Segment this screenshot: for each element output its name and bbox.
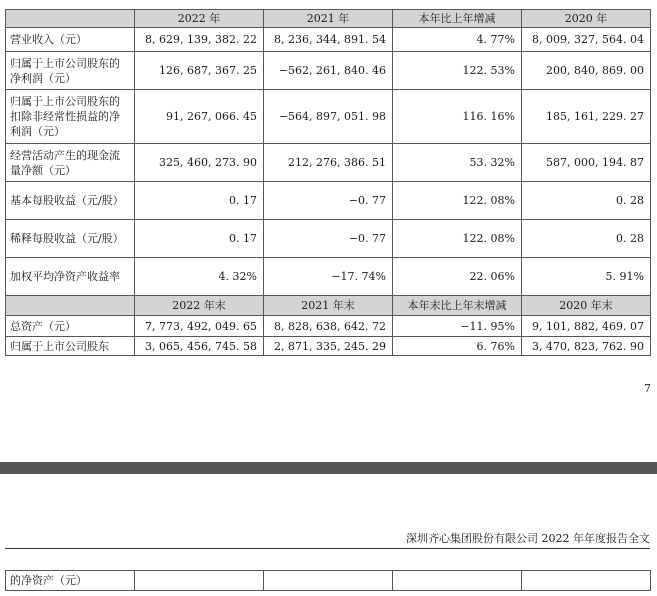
table-row — [6, 220, 651, 258]
row-label: 归属于上市公司股东的净利润（元） — [6, 52, 135, 90]
table-row — [6, 182, 651, 220]
continuation-table — [5, 570, 651, 591]
table-cell: 587, 000, 194. 87 — [522, 144, 651, 182]
table-cell: −11. 95% — [393, 316, 522, 337]
header-rule — [5, 548, 650, 549]
table-cell: 8, 629, 139, 382. 22 — [135, 28, 264, 52]
running-header: 深圳齐心集团股份有限公司 2022 年年度报告全文 — [406, 532, 650, 545]
table-cell: 8, 009, 327, 564. 04 — [522, 28, 651, 52]
table-cell: 5. 91% — [522, 258, 651, 296]
table-cell: 212, 276, 386. 51 — [264, 144, 393, 182]
table-cell: 0. 28 — [522, 182, 651, 220]
row-label: 加权平均净资产收益率 — [6, 258, 135, 296]
column-header: 2022 年 — [135, 10, 264, 28]
table-cell — [264, 571, 393, 591]
table-cell — [135, 571, 264, 591]
row-label: 经营活动产生的现金流量净额（元） — [6, 144, 135, 182]
table-cell: 0. 28 — [522, 220, 651, 258]
table-cell: 2, 871, 335, 245. 29 — [264, 337, 393, 356]
row-label: 稀释每股收益（元/股） — [6, 220, 135, 258]
column-header: 2020 年末 — [522, 296, 651, 316]
table-cell: 4. 77% — [393, 28, 522, 52]
table-cell: 53. 32% — [393, 144, 522, 182]
table-cell: −17. 74% — [264, 258, 393, 296]
table-cell: 3, 470, 823, 762. 90 — [522, 337, 651, 356]
column-header: 2022 年末 — [135, 296, 264, 316]
table-cell: −0. 77 — [264, 220, 393, 258]
table-row — [6, 52, 651, 90]
table-cell: 200, 840, 869. 00 — [522, 52, 651, 90]
row-label: 基本每股收益（元/股） — [6, 182, 135, 220]
table-header-row — [6, 10, 651, 28]
page-break-bar — [0, 462, 657, 474]
column-header: 2020 年 — [522, 10, 651, 28]
table-cell: 0. 17 — [135, 220, 264, 258]
table-row — [6, 90, 651, 144]
table-cell: 9, 101, 882, 469. 07 — [522, 316, 651, 337]
table-cell: 325, 460, 273. 90 — [135, 144, 264, 182]
table-cell — [522, 571, 651, 591]
page-number: 7 — [644, 382, 651, 395]
row-label: 归属于上市公司股东的扣除非经常性损益的净利润（元） — [6, 90, 135, 144]
row-label: 的净资产（元） — [6, 571, 135, 591]
table-cell: 122. 08% — [393, 182, 522, 220]
table-cell: −562, 261, 840. 46 — [264, 52, 393, 90]
table-cell: 185, 161, 229. 27 — [522, 90, 651, 144]
column-header: 本年比上年增减 — [393, 10, 522, 28]
table-cell: −0. 77 — [264, 182, 393, 220]
table-cell: 8, 828, 638, 642. 72 — [264, 316, 393, 337]
table-cell: 0. 17 — [135, 182, 264, 220]
table-cell: 7, 773, 492, 049. 65 — [135, 316, 264, 337]
table-cell: 122. 53% — [393, 52, 522, 90]
table-row — [6, 316, 651, 337]
table-row — [6, 144, 651, 182]
table-cell: 8, 236, 344, 891. 54 — [264, 28, 393, 52]
header-blank-cell — [6, 296, 135, 316]
row-label: 总资产（元） — [6, 316, 135, 337]
column-header: 本年末比上年末增减 — [393, 296, 522, 316]
row-label: 营业收入（元） — [6, 28, 135, 52]
header-blank-cell — [6, 10, 135, 28]
table-cell: 122. 08% — [393, 220, 522, 258]
table-cell: 116. 16% — [393, 90, 522, 144]
table-cell: 22. 06% — [393, 258, 522, 296]
table-cell: 4. 32% — [135, 258, 264, 296]
table-cell: 3, 065, 456, 745. 58 — [135, 337, 264, 356]
table-cell: 126, 687, 367. 25 — [135, 52, 264, 90]
table-cell: −564, 897, 051. 98 — [264, 90, 393, 144]
column-header: 2021 年 — [264, 10, 393, 28]
table-row — [6, 258, 651, 296]
table-cell: 91, 267, 066. 45 — [135, 90, 264, 144]
table-cell: 6. 76% — [393, 337, 522, 356]
table-row — [6, 28, 651, 52]
table-row — [6, 571, 651, 591]
table-row — [6, 337, 651, 356]
table-header-row — [6, 296, 651, 316]
table-cell — [393, 571, 522, 591]
column-header: 2021 年末 — [264, 296, 393, 316]
key-financial-indicators-table — [5, 9, 651, 356]
row-label: 归属于上市公司股东 — [6, 337, 135, 356]
